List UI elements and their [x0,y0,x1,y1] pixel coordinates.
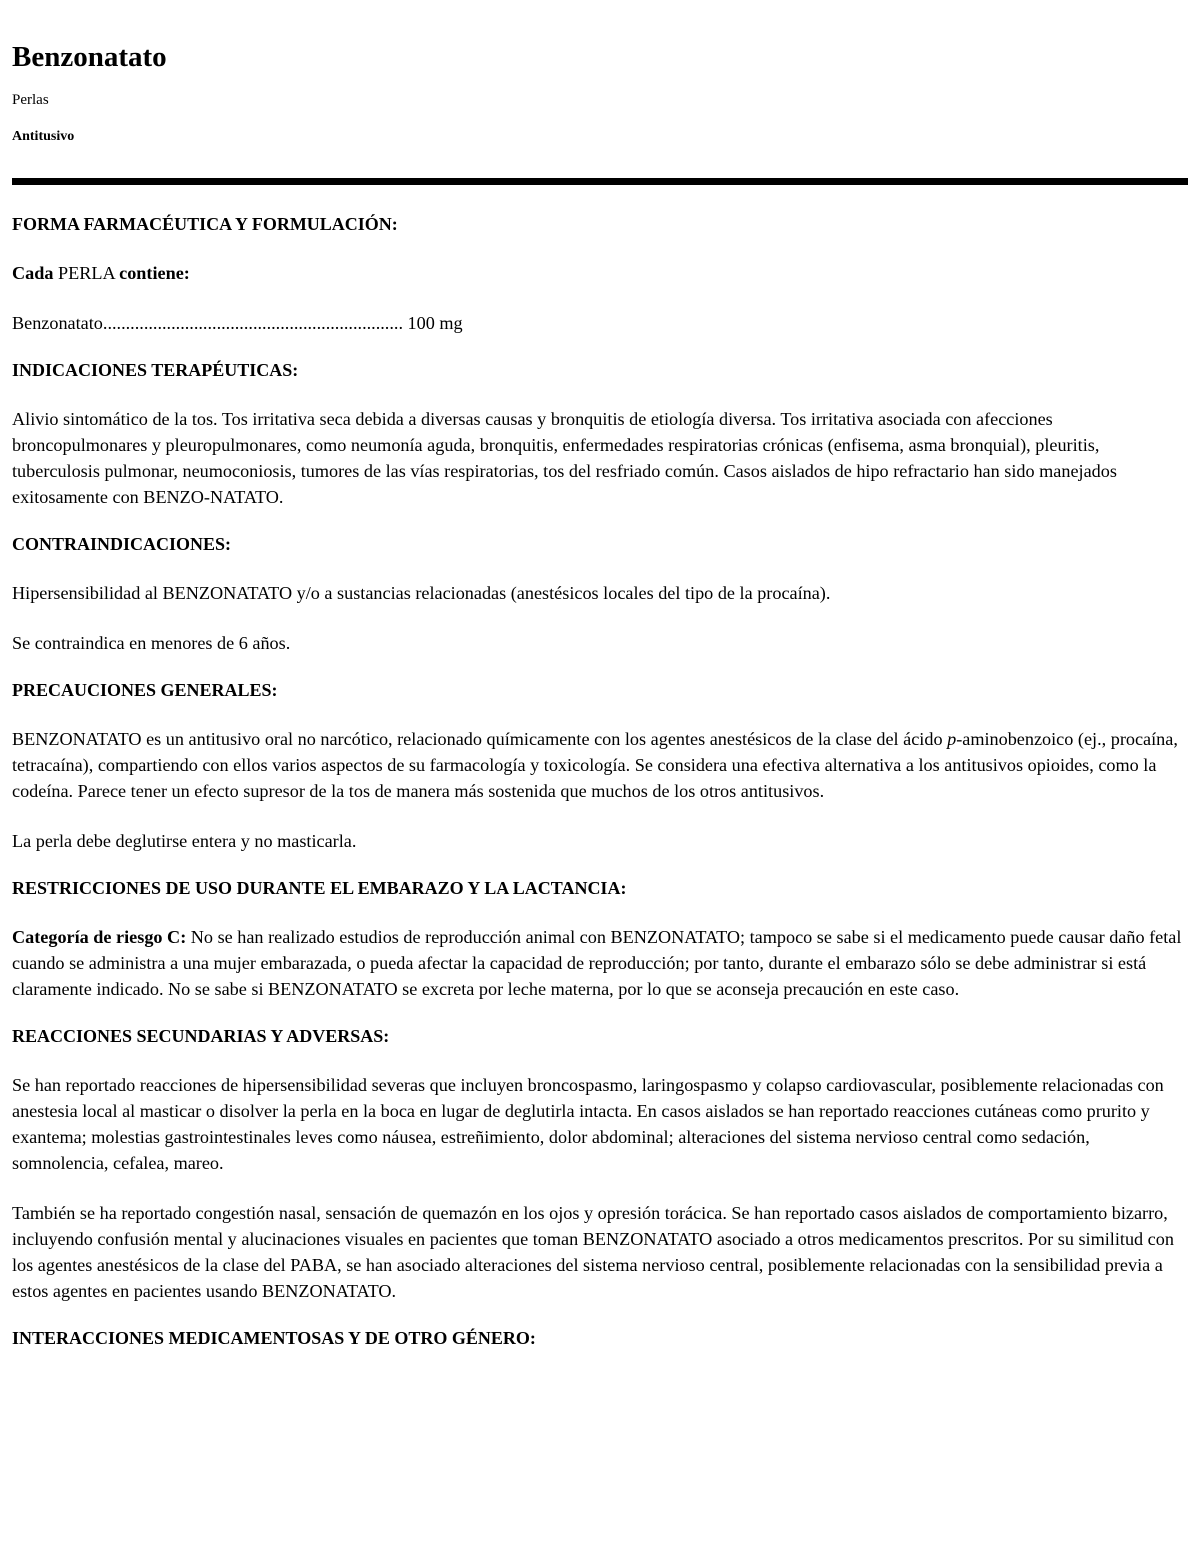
embarazo-text: No se han realizado estudios de reproducción animal con BENZONATATO; tampoco se sabe si el medicamento puede causar daño fetal cuando se administra a una mujer embarazada, o pueda afectar la capacidad de reproducción; por tanto, durante el embarazo sólo se debe administrar si está claramente indicado. No se sabe si BENZONATATO se excreta por leche materna, por lo que se aconseja precaución en este caso. [12,927,1182,999]
embarazo-paragraph [12,924,1188,1002]
cada-normal: PERLA [53,263,120,283]
contraindicaciones-paragraph-1: Hipersensibilidad al BENZONATATO y/o a sustancias relacionadas (anestésicos locales del tipo de la procaína). [12,583,831,603]
formula-intro [12,260,1188,286]
contraindicaciones-paragraph-2: Se contraindica en menores de 6 años. [12,633,291,653]
page-title: Benzonatato [12,41,167,73]
precauciones-text-b: -aminobenzoico (ej., procaína, tetracaína), compartiendo con ellos varios aspectos de su farmacología y toxicología. Se considera una efectiva alternativa a los antitusivos opioides, como la codeína. Parece tener un efecto supresor de la tos de manera más sostenida que muchos de los otros antitusivos. [12,729,1178,801]
category-label: Antitusivo [12,129,75,144]
section-heading-indicaciones: INDICACIONES TERAPÉUTICAS: [12,360,299,380]
indicaciones-paragraph: Alivio sintomático de la tos. Tos irritativa seca debida a diversas causas y bronquitis de etiología diversa. Tos irritativa asociada con afecciones broncopulmonares y pleuropulmonares, como neumonía aguda, bronquitis, enfermedades respiratorias crónicas (enfisema, asma bronquial), pleuritis, tuberculosis pulmonar, neumoconiosis, tumores de las vías respiratorias, tos del resfriado común. Casos aislados de hipo refractario han sido manejados exitosamente con BENZO-NATATO. [12,409,1117,507]
reacciones-paragraph-2: También se ha reportado congestión nasal, sensación de quemazón en los ojos y opresión torácica. Se han reportado casos aislados de comportamiento bizarro, incluyendo confusión mental y alucinaciones visuales en pacientes que toman BENZONATATO asociado a otros medicamentos prescritos. Por su similitud con los agentes anestésicos de la clase del PABA, se han asociado alteraciones del sistema nervioso central, posiblemente relacionadas con la sensibilidad previa a estos agentes en pacientes usando BENZONATATO. [12,1203,1174,1301]
section-heading-reacciones: REACCIONES SECUNDARIAS Y ADVERSAS: [12,1026,390,1046]
precauciones-text-a: BENZONATATO es un antitusivo oral no narcótico, relacionado químicamente con los agentes anestésicos de la clase del ácido [12,729,948,749]
precauciones-italic-p: p [947,729,957,749]
precauciones-paragraph-2: La perla debe deglutirse entera y no masticarla. [12,831,357,851]
section-heading-precauciones: PRECAUCIONES GENERALES: [12,680,278,700]
presentation-label: Perlas [12,92,49,108]
header-divider [12,178,1188,185]
precauciones-paragraph-1 [12,726,1188,804]
reacciones-paragraph-1: Se han reportado reacciones de hipersensibilidad severas que incluyen broncospasmo, laringospasmo y colapso cardiovascular, posiblemente relacionadas con anestesia local al masticar o disolver la perla en la boca en lugar de deglutirla intacta. En casos aislados se han reportado reacciones cutáneas como prurito y exantema; molestias gastrointestinales leves como náusea, estreñimiento, dolor abdominal; alteraciones del sistema nervioso central como sedación, somnolencia, cefalea, mareo. [12,1075,1164,1173]
riesgo-category-label: Categoría de riesgo C: [12,927,187,947]
contiene-bold: contiene: [119,263,190,283]
section-heading-contraindicaciones: CONTRAINDICACIONES: [12,534,232,554]
section-heading-interacciones: INTERACCIONES MEDICAMENTOSAS Y DE OTRO GÉNERO: [12,1328,536,1348]
cada-bold: Cada [12,263,54,283]
formula-line: Benzonatato.................................................................. 100 mg [12,313,463,333]
section-heading-forma: FORMA FARMACÉUTICA Y FORMULACIÓN: [12,214,398,234]
section-heading-embarazo: RESTRICCIONES DE USO DURANTE EL EMBARAZO Y LA LACTANCIA: [12,878,627,898]
